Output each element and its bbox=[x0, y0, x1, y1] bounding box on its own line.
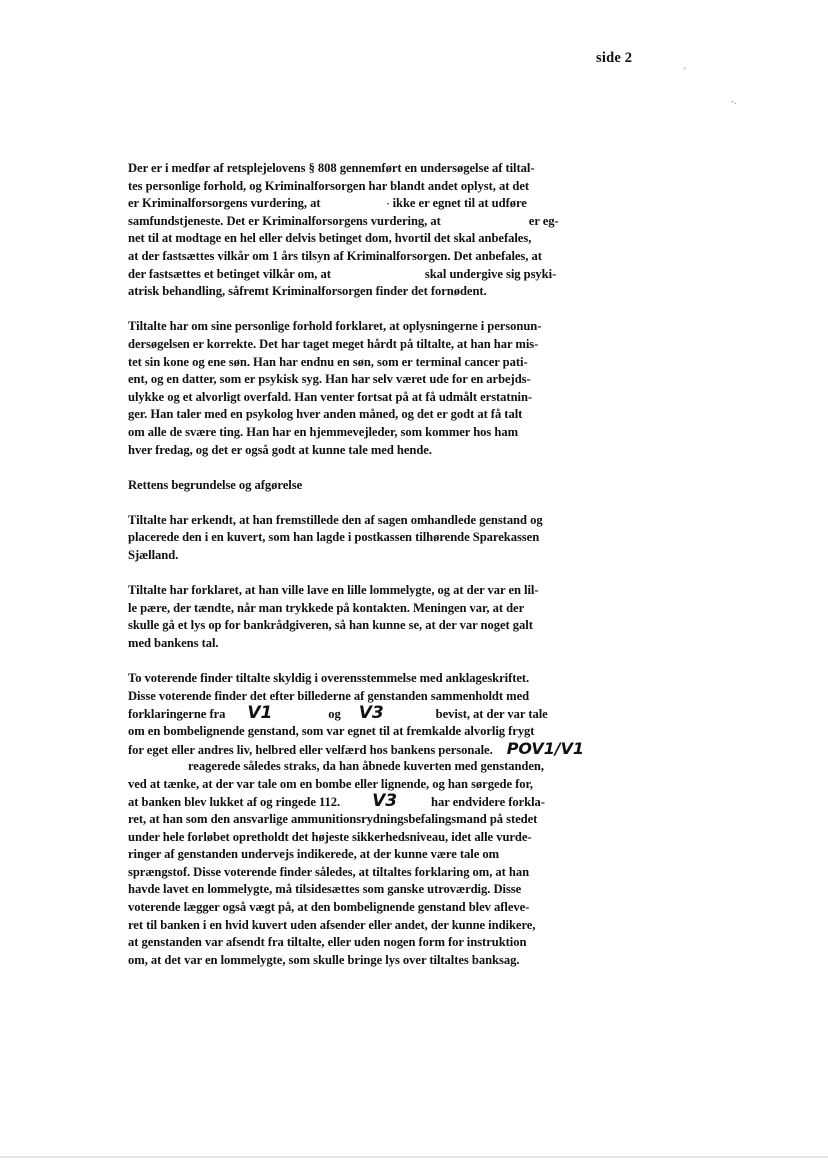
text-fragment: er Kriminalforsorgens vurdering, at bbox=[128, 196, 321, 211]
text-fragment: ikke er egnet til at udføre bbox=[392, 196, 527, 211]
text-line bbox=[128, 738, 606, 759]
handwritten-mark-v3: V3 bbox=[358, 703, 384, 724]
text-line: under hele forløbet opretholdt det højeste sikkerhedsniveau, idet alle vurde- bbox=[128, 829, 532, 844]
text-line: ger. Han taler med en psykolog hver anden måned, og det er godt at få talt bbox=[128, 407, 523, 422]
text-line: Tiltalte har om sine personlige forhold forklaret, at oplysningerne i personun- bbox=[128, 319, 542, 334]
text-fragment: reagerede således straks, da han åbnede kuverten med genstanden, bbox=[188, 759, 544, 774]
text-fragment: skal undergive sig psyki- bbox=[424, 266, 557, 281]
text-line: sprængstof. Disse voterende finder således, at tiltaltes forklaring om, at han bbox=[128, 864, 530, 879]
paragraph-defendant-circumstances bbox=[128, 318, 606, 459]
text-line: Der er i medfør af retsplejelovens § 808 gennemført en undersøgelse af tiltal- bbox=[128, 161, 535, 175]
section-heading: Rettens begrundelse og afgørelse bbox=[128, 477, 303, 492]
text-line: at genstanden var afsendt fra tiltalte, eller uden nogen form for instruktion bbox=[128, 935, 527, 950]
text-line: skulle gå et lys op for bankrådgiveren, så han kunne se, at der var noget galt bbox=[128, 618, 533, 633]
text-line: dersøgelsen er korrekte. Det har taget meget hårdt på tiltalte, at han har mis- bbox=[128, 336, 539, 351]
scan-speck: -. bbox=[731, 96, 737, 106]
text-line: net til at modtage en hel eller delvis betinget dom, hvortil det skal anbefales, bbox=[128, 231, 532, 246]
text-line: le pære, der tændte, når man trykkede på kontakten. Meningen var, at der bbox=[128, 600, 525, 615]
page-number: side 2 bbox=[596, 50, 633, 66]
text-line: Sjælland. bbox=[128, 548, 179, 563]
text-line: Tiltalte har forklaret, at han ville lave en lille lommelygte, og at der var en lil- bbox=[128, 583, 539, 598]
text-fragment: der fastsættes et betinget vilkår om, at bbox=[128, 266, 331, 281]
text-fragment: forklaringerne fra bbox=[128, 707, 226, 722]
redaction-speck: · bbox=[386, 199, 390, 210]
text-line: med bankens tal. bbox=[128, 636, 219, 651]
text-line: voterende lægger også vægt på, at den bombelignende genstand blev afleve- bbox=[128, 899, 530, 914]
text-fragment: bevist, at der var tale bbox=[435, 707, 548, 722]
text-fragment: at banken blev lukket af og ringede 112. bbox=[128, 795, 341, 810]
text-line: tet sin kone og ene søn. Han har endnu en søn, som er terminal cancer pati- bbox=[128, 354, 528, 369]
scan-edge-rule bbox=[0, 1156, 828, 1158]
text-line bbox=[128, 266, 606, 284]
text-line bbox=[128, 705, 606, 723]
text-line: at der fastsættes vilkår om 1 års tilsyn af Kriminalforsorgen. Det anbefales, at bbox=[128, 248, 542, 263]
text-line bbox=[128, 195, 606, 213]
text-line: ret til banken i en hvid kuvert uden afsender eller andet, der kunne indikere, bbox=[128, 917, 536, 932]
text-line: om en bombelignende genstand, som var egnet til at fremkalde alvorlig frygt bbox=[128, 724, 535, 738]
text-line bbox=[128, 213, 606, 231]
text-line: ulykke og et alvorligt overfald. Han venter fortsat på at få udmålt erstatnin- bbox=[128, 389, 533, 404]
handwritten-mark-v3-second: V3 bbox=[372, 791, 398, 812]
text-fragment: og bbox=[328, 707, 341, 722]
text-line: havde lavet en lommelygte, må tilsidesættes som ganske utroværdig. Disse bbox=[128, 882, 522, 897]
paragraph-admission bbox=[128, 512, 606, 565]
text-line: To voterende finder tiltalte skyldig i overensstemmelse med anklageskriftet. bbox=[128, 671, 530, 686]
text-line: placerede den i en kuvert, som han lagde i postkassen tilhørende Sparekassen bbox=[128, 530, 540, 545]
text-line: Tiltalte har erkendt, at han fremstillede den af sagen omhandlede genstand og bbox=[128, 512, 543, 527]
text-fragment: samfundstjeneste. Det er Kriminalforsorgens vurdering, at bbox=[128, 213, 441, 228]
paragraph-explanation bbox=[128, 582, 606, 652]
text-fragment: har endvidere forkla- bbox=[431, 795, 545, 810]
document-body bbox=[128, 160, 606, 969]
text-fragment: er eg- bbox=[528, 213, 559, 228]
text-line bbox=[128, 758, 606, 776]
text-line: ent, og en datter, som er psykisk syg. Han har selv været ude for en arbejds- bbox=[128, 372, 531, 387]
text-line: atrisk behandling, såfremt Kriminalforsorgen finder det fornødent. bbox=[128, 284, 487, 299]
text-line bbox=[128, 793, 606, 811]
paragraph-personal-investigation bbox=[128, 160, 606, 301]
handwritten-mark-pov-v1: POV1/V1 bbox=[506, 738, 584, 758]
text-line: ret, at han som den ansvarlige ammunitionsrydningsbefalingsmand på stedet bbox=[128, 811, 538, 826]
text-line: ved at tænke, at der var tale om en bombe eller lignende, og han sørgede for, bbox=[128, 776, 533, 791]
text-fragment: for eget eller andres liv, helbred eller velfærd hos bankens personale. bbox=[128, 742, 493, 757]
text-line: om alle de svære ting. Han har en hjemmevejleder, som kommer hos ham bbox=[128, 424, 519, 439]
text-line: ringer af genstanden undervejs indikerede, at der kunne være tale om bbox=[128, 847, 500, 862]
text-line: om, at det var en lommelygte, som skulle bringe lys over tiltaltes banksag. bbox=[128, 952, 520, 967]
text-line: tes personlige forhold, og Kriminalforsorgen har blandt andet oplyst, at det bbox=[128, 178, 530, 193]
paragraph-verdict bbox=[128, 670, 606, 969]
text-line: hver fredag, og det er også godt at kunne tale med hende. bbox=[128, 442, 432, 457]
text-line: Disse voterende finder det efter billederne af genstanden sammenholdt med bbox=[128, 688, 530, 703]
scan-speck: ' bbox=[684, 66, 686, 76]
handwritten-mark-v1: V1 bbox=[247, 703, 273, 724]
